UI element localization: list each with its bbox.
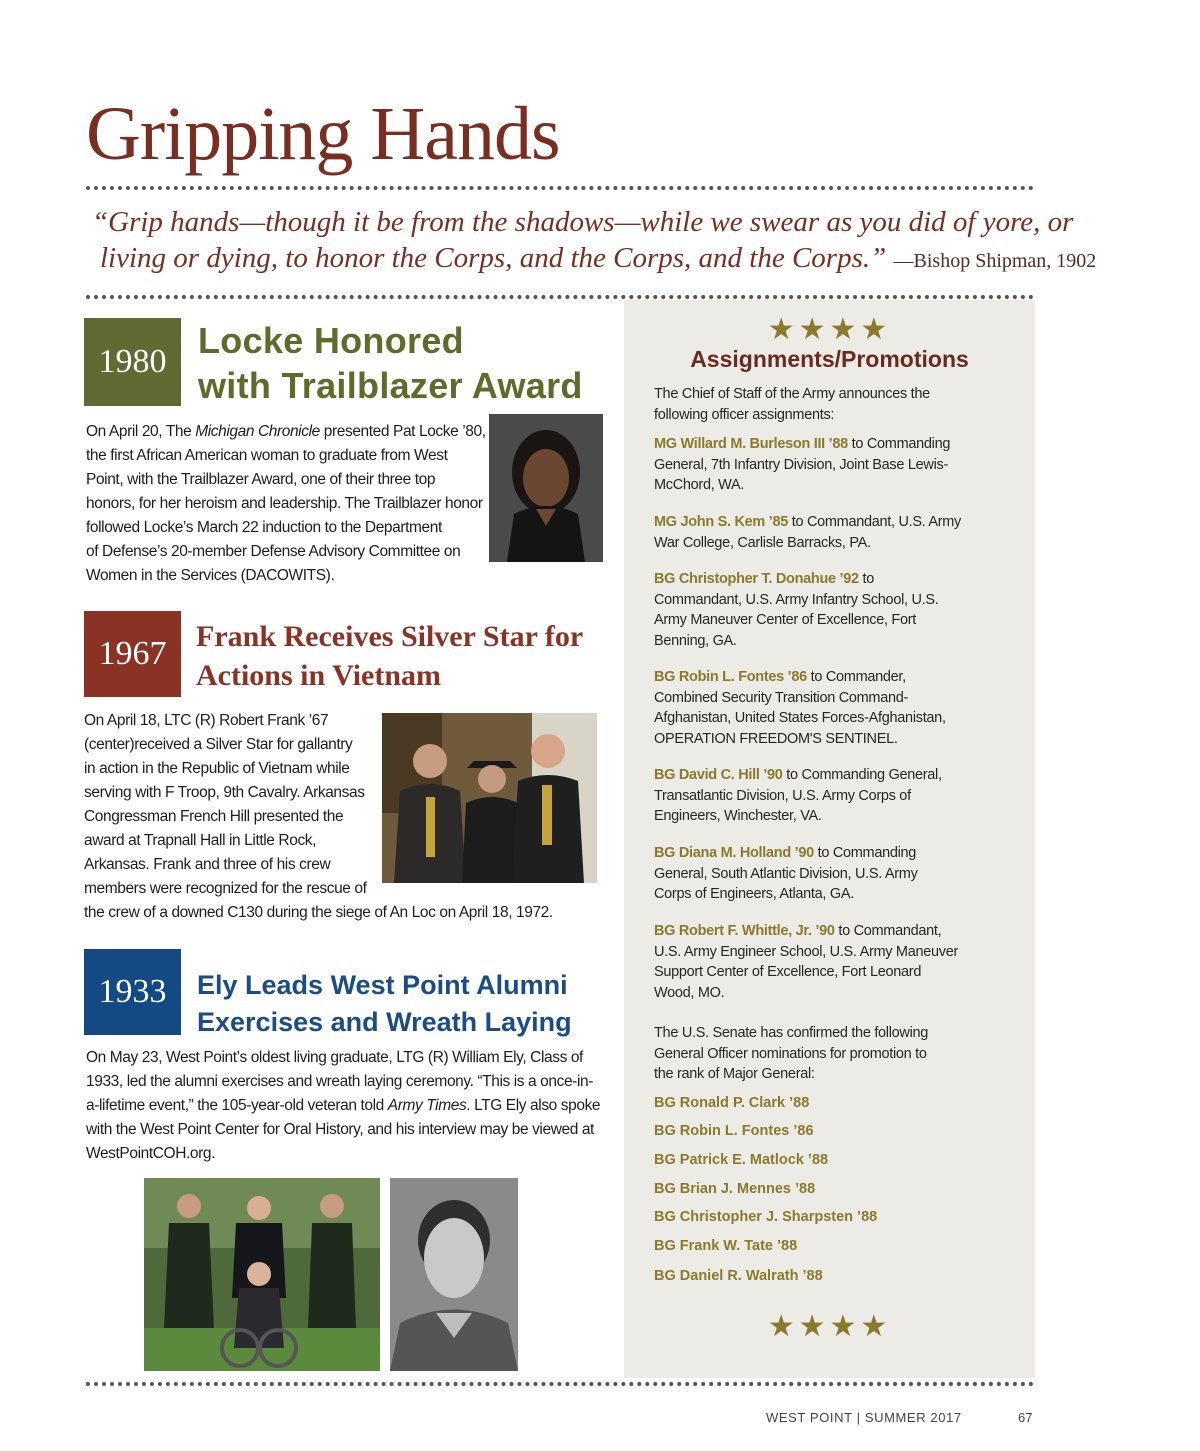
officer-name: BG Diana M. Holland ’90	[654, 845, 814, 861]
assignment-text: to Commandant, U.S. Army	[788, 514, 962, 530]
body-line: 1933, led the alumni exercises and wreath laying ceremony. “This is a once-in-	[86, 1073, 593, 1090]
sidebar-heading: Assignments/Promotions	[690, 346, 969, 372]
assignment-first-line	[654, 569, 994, 590]
sidebar-line: U.S. Army Engineer School, U.S. Army Maneuver	[654, 943, 959, 960]
body-line: On May 23, West Point’s oldest living graduate, LTG (R) William Ely, Class of	[86, 1049, 583, 1066]
promotion-name: BG Ronald P. Clark ’88	[654, 1095, 810, 1111]
body-segment: presented Pat Locke ’80,	[319, 423, 486, 440]
dotted-divider	[86, 1382, 1034, 1386]
body-line: honors, for her heroism and leadership. The Trailblazer honor	[86, 495, 483, 512]
story-body-1980	[86, 420, 486, 588]
promotion-name: BG Robin L. Fontes ’86	[654, 1123, 814, 1139]
headline-line-2: Exercises and Wreath Laying	[197, 1007, 572, 1037]
dotted-divider	[86, 295, 1034, 299]
dotted-divider	[86, 186, 1034, 190]
headline-line-1: Ely Leads West Point Alumni	[197, 970, 568, 1000]
promotion-name: BG Daniel R. Walrath ’88	[654, 1268, 823, 1284]
italic-title: Army Times	[387, 1097, 467, 1114]
assignment-first-line	[654, 765, 994, 786]
cadet-portrait-photo	[390, 1178, 518, 1371]
story-headline-1933	[197, 967, 572, 1041]
assignment-text: to Commandant,	[834, 923, 942, 939]
sidebar-line: Army Maneuver Center of Excellence, Fort	[654, 612, 916, 628]
sidebar-line: General, South Atlantic Division, U.S. Army	[654, 865, 918, 882]
assignment-entry	[654, 434, 994, 496]
story-body-1933	[86, 1046, 600, 1166]
assignment-entry	[654, 765, 994, 827]
epigraph-quote	[92, 204, 1097, 279]
cadet-portrait-icon	[390, 1178, 518, 1371]
assignment-first-line	[654, 921, 994, 942]
assignment-text: to Commanding General,	[782, 767, 942, 783]
assignment-text: to Commanding	[813, 845, 917, 861]
group-photo	[382, 713, 597, 883]
body-line: of Defense’s 20-member Defense Advisory Committee on	[86, 543, 461, 560]
publication-footer: WEST POINT | SUMMER 2017	[766, 1410, 962, 1425]
officer-name: BG Robin L. Fontes ’86	[654, 669, 807, 685]
story-headline-1967	[196, 617, 583, 695]
assignment-first-line	[654, 512, 994, 533]
group-photo-icon	[382, 713, 597, 883]
officer-name: BG David C. Hill ’90	[654, 767, 783, 783]
assignment-first-line	[654, 434, 994, 455]
assignment-text: to Commanding	[847, 436, 951, 452]
quote-line-1: “Grip hands—though it be from the shadows—while we swear as you did of yore, or	[92, 206, 1074, 238]
assignment-first-line	[654, 843, 994, 864]
sidebar-intro	[654, 384, 994, 425]
ceremony-photo	[144, 1178, 380, 1371]
body-line: Women in the Services (DACOWITS).	[86, 567, 335, 584]
sidebar-line: Support Center of Excellence, Fort Leonard	[654, 964, 922, 980]
body-line: Point, with the Trailblazer Award, one of their three top	[86, 471, 436, 488]
stars-icon: ★★★★	[767, 1309, 892, 1344]
year-badge-1980: 1980	[84, 318, 181, 406]
body-line: (center)received a Silver Star for gallantry	[84, 736, 353, 753]
officer-name: BG Robert F. Whittle, Jr. ’90	[654, 923, 835, 939]
assignment-entry	[654, 843, 994, 905]
body-line: award at Trapnall Hall in Little Rock,	[84, 832, 317, 849]
sidebar-line: Combined Security Transition Command-	[654, 689, 909, 706]
assignment-first-line	[654, 667, 994, 688]
sidebar-line: General, 7th Infantry Division, Joint Base Lewis-	[654, 456, 948, 473]
sidebar-line: Corps of Engineers, Atlanta, GA.	[654, 886, 854, 902]
assignment-text: to	[858, 571, 875, 587]
assignment-entry	[654, 569, 994, 651]
assignment-entry	[654, 667, 994, 749]
italic-title: Michigan Chronicle	[195, 423, 320, 440]
headline-line-1: Frank Receives Silver Star for	[196, 620, 584, 653]
sidebar-line: The U.S. Senate has confirmed the following	[654, 1025, 929, 1041]
year-badge-1967: 1967	[84, 611, 181, 697]
body-line: Congressman French Hill presented the	[84, 808, 344, 825]
sidebar-line: Engineers, Winchester, VA.	[654, 808, 822, 824]
body-segment: . LTG Ely also spoke	[466, 1097, 601, 1114]
officer-name: MG Willard M. Burleson III ’88	[654, 436, 848, 452]
sidebar-line: Wood, MO.	[654, 984, 725, 1001]
quote-attribution: —Bishop Shipman, 1902	[893, 250, 1097, 272]
assignment-entry	[654, 512, 994, 553]
body-line: members were recognized for the rescue of	[84, 880, 367, 897]
promotion-name: BG Christopher J. Sharpsten ’88	[654, 1209, 878, 1225]
body-line: with the West Point Center for Oral History, and his interview may be viewed at	[86, 1121, 594, 1138]
body-line: followed Locke’s March 22 induction to the Department	[86, 519, 442, 536]
promotion-name: BG Frank W. Tate ’88	[654, 1238, 798, 1254]
body-line: in action in the Republic of Vietnam while	[84, 760, 350, 777]
sidebar-line: OPERATION FREEDOM'S SENTINEL.	[654, 730, 898, 747]
page-number: 67	[1018, 1410, 1033, 1425]
quote-line-2-wrap	[92, 240, 1097, 279]
ceremony-photo-icon	[144, 1178, 380, 1371]
body-line: Arkansas. Frank and three of his crew	[84, 856, 331, 873]
stars-icon: ★★★★	[767, 312, 892, 347]
officer-name: MG John S. Kem ’85	[654, 514, 788, 530]
story-headline-1980	[198, 318, 583, 408]
quote-line-2: living or dying, to honor the Corps, and the Corps, and the Corps.”	[100, 242, 887, 274]
body-segment: On April 20, The	[86, 423, 196, 440]
sidebar-line: McChord, WA.	[654, 477, 745, 493]
body-line: serving with F Troop, 9th Cavalry. Arkansas	[84, 784, 365, 801]
sidebar-line: Transatlantic Division, U.S. Army Corps of	[654, 787, 911, 804]
headline-line-1: Locke Honored	[198, 320, 464, 361]
body-line	[86, 1094, 600, 1118]
body-line	[86, 420, 486, 444]
senate-intro	[654, 1023, 994, 1085]
body-line: the first African American woman to graduate from West	[86, 447, 448, 464]
sidebar-line: War College, Carlisle Barracks, PA.	[654, 534, 871, 551]
year-badge-1933: 1933	[84, 949, 181, 1035]
sidebar-line: following officer assignments:	[654, 406, 835, 423]
assignment-entry	[654, 921, 994, 1003]
headline-line-2: with Trailblazer Award	[198, 365, 583, 406]
assignment-text: to Commander,	[806, 669, 906, 685]
sidebar-line: the rank of Major General:	[654, 1066, 815, 1082]
body-line: the crew of a downed C130 during the siege of An Loc on April 18, 1972.	[84, 904, 553, 921]
promotion-name: BG Patrick E. Matlock ’88	[654, 1152, 829, 1168]
officer-name: BG Christopher T. Donahue ’92	[654, 571, 859, 587]
body-segment: a-lifetime event,” the 105-year-old veteran told	[86, 1097, 388, 1114]
promotion-name: BG Brian J. Mennes ’88	[654, 1181, 816, 1197]
headline-line-2: Actions in Vietnam	[196, 659, 442, 692]
sidebar-line: The Chief of Staff of the Army announces the	[654, 386, 930, 402]
sidebar-line: Benning, GA.	[654, 632, 737, 649]
sidebar-line: Commandant, U.S. Army Infantry School, U.S.	[654, 591, 939, 608]
sidebar-line: General Officer nominations for promotion to	[654, 1045, 927, 1062]
body-line: On April 18, LTC (R) Robert Frank ’67	[84, 712, 329, 729]
sidebar-line: Afghanistan, United States Forces-Afghanistan,	[654, 710, 946, 726]
body-line: WestPointCOH.org.	[86, 1145, 216, 1162]
portrait-photo-icon	[489, 414, 603, 562]
portrait-photo	[489, 414, 603, 562]
page-title: Gripping Hands	[86, 92, 560, 176]
